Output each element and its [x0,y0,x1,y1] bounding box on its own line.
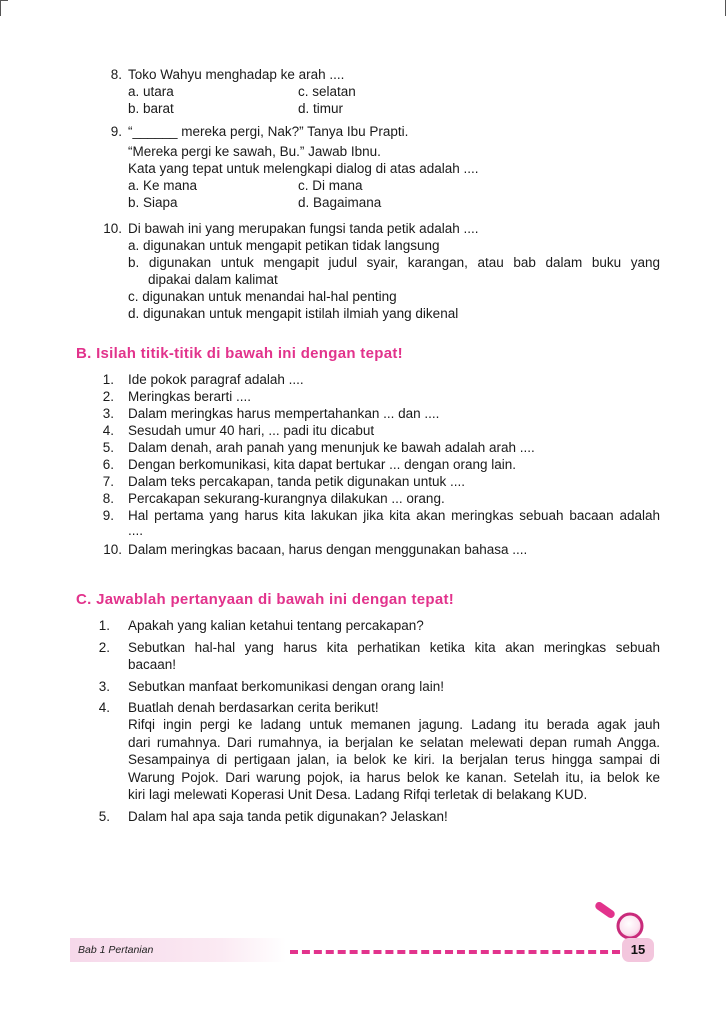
item-number: 5. [102,440,114,455]
item-text: Sesudah umur 40 hari, ... padi itu dicabut [128,423,375,438]
question-number: 9. [110,124,122,139]
crop-mark-right [725,0,726,16]
item-number: 9. [102,508,114,523]
question-text: Sebutkan hal-hal yang harus kita perhatikan ketika kita akan meringkas sebuah [128,640,660,655]
item-text: Percakapan sekurang-kurangnya dilakukan ... orang. [128,491,445,506]
chapter-label: Bab 1 Pertanian [78,944,154,956]
question-number: 3. [98,679,110,694]
footer-dashed-line [290,950,620,954]
option-b: b. digunakan untuk mengapit judul syair, karangan, atau bab dalam buku yang [128,255,660,270]
question-text: Sebutkan manfaat berkomunikasi dengan orang lain! [128,679,444,694]
item-number: 6. [102,457,114,472]
item-text: Dalam meringkas harus mempertahankan ... dan .... [128,406,440,421]
crop-mark-top-left [0,0,8,1]
story-line: Sesampainya di pertigaan jalan, ia belok ke kiri. Ia berjalan terus hingga sampai di [128,752,660,767]
question-text: Buatlah denah berdasarkan cerita berikut! [128,700,379,715]
option-a: a. digunakan untuk mengapit petikan tidak langsung [128,238,440,253]
question-text: Di bawah ini yang merupakan fungsi tanda petik adalah .... [128,221,479,236]
question-instruction: Kata yang tepat untuk melengkapi dialog di atas adalah .... [128,161,479,176]
option-c: c. digunakan untuk menandai hal-hal penting [128,289,397,304]
item-text: Ide pokok paragraf adalah .... [128,372,304,387]
item-number: 8. [102,491,114,506]
question-number: 4. [98,700,110,715]
section-b-heading: B. Isilah titik-titik di bawah ini dengan tepat! [76,345,403,362]
item-number: 3. [102,406,114,421]
option-b: b. Siapa [128,195,178,210]
question-number: 1. [98,618,110,633]
dialog-line: “Mereka pergi ke sawah, Bu.” Jawab Ibnu. [128,144,381,159]
option-c: c. Di mana [298,178,363,193]
option-a: a. Ke mana [128,178,198,193]
question-number: 2. [98,640,110,655]
section-c-heading: C. Jawablah pertanyaan di bawah ini dengan tepat! [76,591,455,608]
option-b-continued: dipakai dalam kalimat [148,272,278,287]
question-number: 8. [110,67,122,82]
question-text: “______ mereka pergi, Nak?” Tanya Ibu Prapti. [128,124,409,139]
item-text: Dalam meringkas bacaan, harus dengan menggunakan bahasa .... [128,542,528,557]
option-d: d. Bagaimana [298,195,382,210]
item-number: 4. [102,423,114,438]
story-line: dari rumahnya. Dari rumahnya, ia berjalan ke selatan melewati depan rumah Angga. [128,734,660,750]
item-number: 10. [103,542,122,557]
page-number: 15 [622,938,654,962]
crop-mark-left [0,0,1,16]
item-number: 1. [102,372,114,387]
item-text-continued: .... [128,523,144,538]
item-text: Dalam teks percakapan, tanda petik digunakan untuk .... [128,474,465,489]
question-number: 5. [98,809,110,824]
item-text: Dalam denah, arah panah yang menunjuk ke bawah adalah arah .... [128,440,535,455]
question-number: 10. [103,221,122,236]
question-text: Apakah yang kalian ketahui tentang percakapan? [128,618,424,633]
item-text: Hal pertama yang harus kita lakukan jika kita akan meringkas sebuah bacaan adalah [128,508,660,523]
option-a: a. utara [128,84,174,99]
question-text: Dalam hal apa saja tanda petik digunakan? Jelaskan! [128,809,448,824]
option-d: d. timur [298,101,344,116]
story-line: Warung Pojok. Dari warung pojok, ia harus belok ke kanan. Setelah itu, ia belok ke [128,769,660,785]
option-d: d. digunakan untuk mengapit istilah ilmiah yang dikenal [128,306,459,321]
question-text-continued: bacaan! [128,657,177,672]
option-c: c. selatan [298,84,356,99]
item-text: Dengan berkomunikasi, kita dapat bertukar ... dengan orang lain. [128,457,516,472]
story-line: kiri lagi melewati Koperasi Unit Desa. Ladang Rifqi terletak di belakang KUD. [128,787,588,802]
magnifying-glass-icon [590,900,650,940]
item-text: Meringkas berarti .... [128,389,252,404]
question-text: Toko Wahyu menghadap ke arah .... [128,67,345,82]
option-b: b. barat [128,101,174,116]
item-number: 7. [102,474,114,489]
item-number: 2. [102,389,114,404]
story-line: Rifqi ingin pergi ke ladang untuk memanen jagung. Ladang itu berada agak jauh [128,717,660,732]
